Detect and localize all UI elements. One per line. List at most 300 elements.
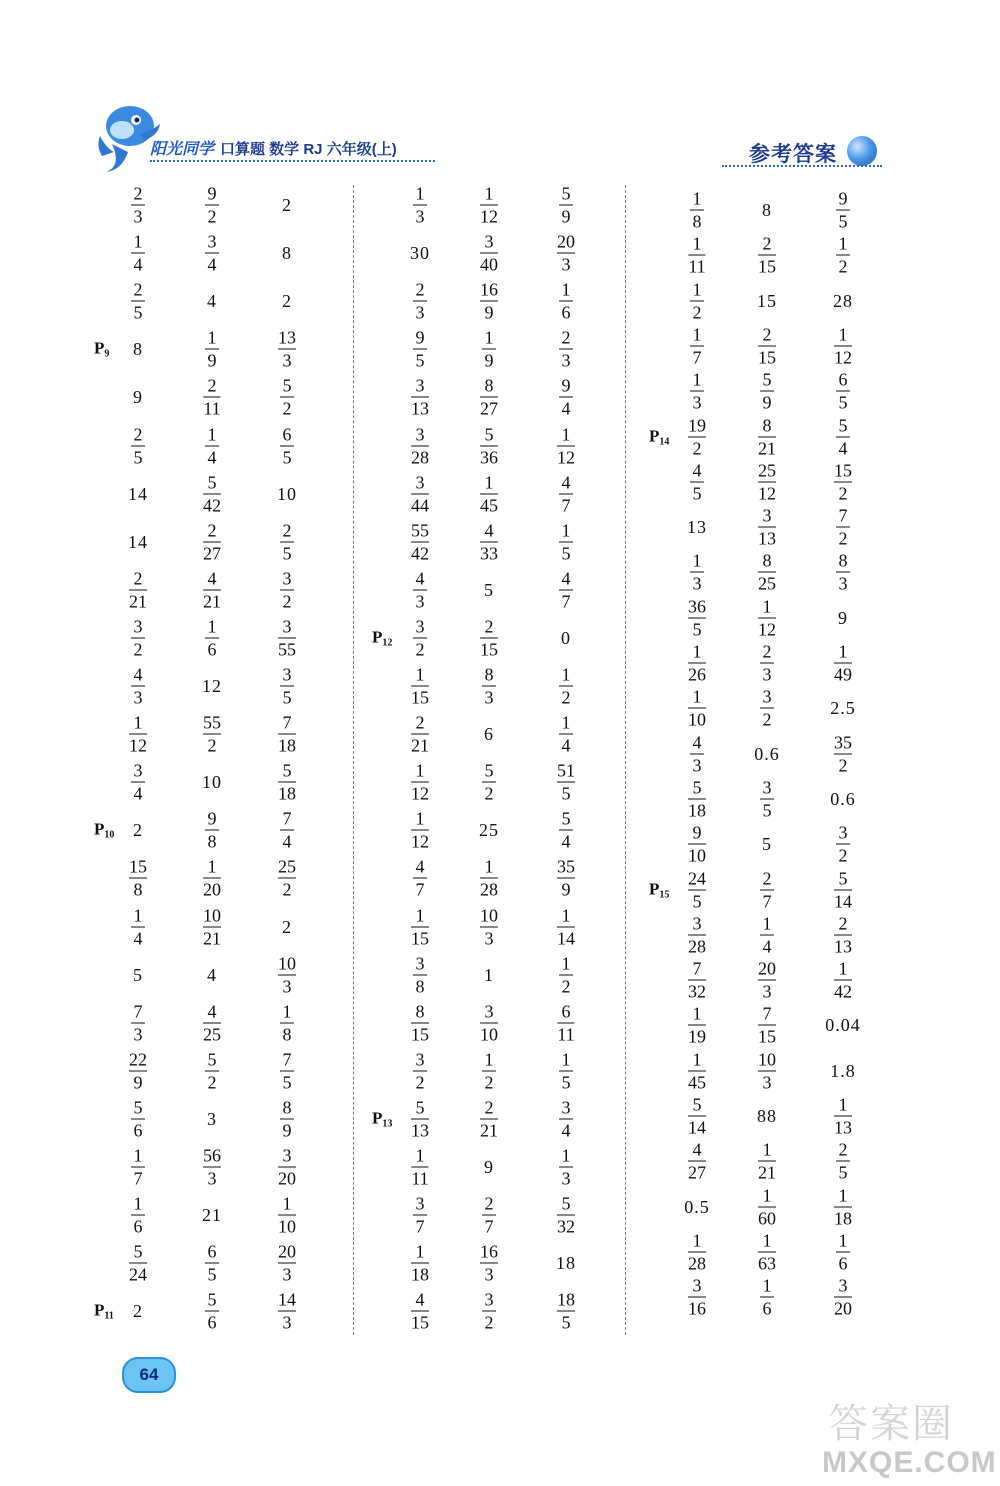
numerator: 1 bbox=[838, 1230, 848, 1251]
fraction-answer bbox=[413, 280, 427, 323]
fraction-answer bbox=[278, 953, 296, 996]
numerator: 3 bbox=[838, 1275, 848, 1296]
fraction bbox=[280, 520, 294, 563]
fraction-answer bbox=[280, 1097, 294, 1140]
fraction bbox=[688, 868, 706, 911]
fraction bbox=[131, 1097, 145, 1140]
denominator: 14 bbox=[834, 891, 852, 911]
fraction bbox=[203, 1001, 221, 1044]
numerator: 55 bbox=[203, 712, 221, 733]
page-label bbox=[372, 1108, 392, 1129]
number: 6 bbox=[484, 724, 494, 745]
numerator: 1 bbox=[692, 686, 702, 707]
numerator: 3 bbox=[762, 777, 772, 798]
fraction-answer bbox=[482, 1194, 496, 1237]
fraction-bar bbox=[557, 1311, 575, 1312]
number-answer bbox=[410, 244, 430, 262]
fraction-answer bbox=[411, 1290, 429, 1333]
numerator: 3 bbox=[692, 1275, 702, 1296]
fraction-bar bbox=[834, 1297, 852, 1298]
denominator: 4 bbox=[838, 438, 848, 458]
number-answer bbox=[128, 533, 148, 551]
watermark-logo bbox=[820, 1392, 995, 1482]
denominator: 2 bbox=[838, 845, 848, 866]
fraction bbox=[131, 761, 145, 804]
fraction-answer bbox=[834, 1276, 852, 1319]
numerator: 1 bbox=[838, 641, 848, 662]
fraction-bar bbox=[834, 934, 852, 935]
fraction bbox=[758, 1230, 776, 1273]
numerator: 1 bbox=[762, 913, 772, 934]
numerator: 35 bbox=[557, 856, 575, 877]
fraction-answer bbox=[205, 1290, 219, 1333]
denominator: 3 bbox=[282, 976, 292, 997]
number: 8 bbox=[762, 200, 772, 220]
fraction-answer bbox=[688, 959, 706, 1002]
number-answer bbox=[133, 966, 143, 984]
fraction-answer bbox=[688, 596, 706, 639]
fraction bbox=[836, 823, 850, 866]
fraction bbox=[834, 732, 852, 775]
fraction-bar bbox=[836, 844, 850, 845]
fraction-answer bbox=[688, 1095, 706, 1138]
fraction-bar bbox=[559, 205, 573, 206]
fraction-bar bbox=[836, 1161, 850, 1162]
fraction-bar bbox=[205, 637, 219, 638]
book-title bbox=[150, 136, 397, 159]
fraction-bar bbox=[480, 637, 498, 638]
fraction-answer bbox=[205, 1049, 219, 1092]
denominator: 15 bbox=[411, 687, 429, 708]
fraction bbox=[834, 959, 852, 1002]
denominator: 3 bbox=[692, 755, 702, 776]
numerator: 4 bbox=[207, 568, 217, 589]
fraction bbox=[278, 713, 296, 756]
denominator: 2 bbox=[415, 639, 425, 660]
fraction-answer bbox=[411, 520, 429, 563]
fraction-answer bbox=[758, 324, 776, 367]
fraction bbox=[205, 232, 219, 275]
denominator: 3 bbox=[282, 1312, 292, 1333]
fraction bbox=[278, 1242, 296, 1285]
numerator: 2 bbox=[133, 568, 143, 589]
fraction bbox=[129, 568, 147, 611]
fraction-bar bbox=[834, 889, 852, 890]
number-answer bbox=[282, 244, 292, 262]
fraction bbox=[131, 232, 145, 275]
fraction-bar bbox=[203, 734, 221, 735]
denominator: 8 bbox=[282, 1024, 292, 1045]
fraction bbox=[205, 1290, 219, 1333]
numerator: 14 bbox=[278, 1289, 296, 1310]
fraction bbox=[690, 551, 704, 594]
fraction bbox=[413, 184, 427, 227]
number: 15 bbox=[757, 290, 777, 311]
numerator: 1 bbox=[133, 231, 143, 252]
denominator: 40 bbox=[480, 254, 498, 275]
fraction-bar bbox=[129, 878, 147, 879]
number-answer bbox=[762, 835, 772, 853]
numerator: 1 bbox=[415, 664, 425, 685]
fraction-answer bbox=[758, 959, 776, 1002]
denominator: 2 bbox=[484, 783, 494, 804]
fraction bbox=[690, 732, 704, 775]
fraction bbox=[758, 506, 776, 549]
fraction-answer bbox=[836, 415, 850, 458]
denominator: 13 bbox=[834, 1117, 852, 1138]
numerator: 1 bbox=[692, 369, 702, 390]
fraction-bar bbox=[559, 301, 573, 302]
denominator: 45 bbox=[688, 1072, 706, 1093]
fraction-answer bbox=[690, 460, 704, 503]
fraction-bar bbox=[411, 1022, 429, 1023]
numerator: 1 bbox=[762, 596, 772, 617]
fraction bbox=[834, 460, 852, 503]
page-label-number: 13 bbox=[382, 1118, 393, 1130]
numerator: 1 bbox=[561, 424, 571, 444]
fraction bbox=[758, 1185, 776, 1228]
fraction-bar bbox=[559, 974, 573, 975]
fraction-bar bbox=[278, 1167, 296, 1168]
fraction bbox=[758, 415, 776, 458]
fraction-answer bbox=[278, 328, 296, 371]
numerator: 4 bbox=[692, 732, 702, 753]
fraction-bar bbox=[203, 397, 220, 398]
fraction-bar bbox=[131, 253, 145, 254]
fraction-bar bbox=[411, 1167, 428, 1168]
denominator: 18 bbox=[278, 783, 296, 804]
number: 4 bbox=[207, 291, 217, 312]
fraction bbox=[559, 280, 573, 323]
numerator: 5 bbox=[838, 415, 848, 435]
fraction-bar bbox=[278, 1311, 296, 1312]
fraction bbox=[205, 809, 219, 852]
fraction-bar bbox=[278, 1215, 296, 1216]
fraction-bar bbox=[557, 782, 575, 783]
number-answer bbox=[833, 292, 853, 310]
fraction-bar bbox=[760, 1297, 774, 1298]
fraction-bar bbox=[205, 205, 219, 206]
fraction bbox=[280, 1001, 294, 1044]
denominator: 2 bbox=[692, 302, 702, 323]
numerator: 1 bbox=[133, 712, 143, 733]
denominator: 3 bbox=[762, 1072, 772, 1093]
numerator: 7 bbox=[282, 808, 292, 829]
numerator: 1 bbox=[762, 1185, 772, 1206]
fraction bbox=[688, 642, 706, 685]
fraction-bar bbox=[688, 1161, 706, 1162]
fraction-answer bbox=[131, 1001, 145, 1044]
fraction-answer bbox=[758, 1140, 776, 1183]
denominator: 15 bbox=[411, 928, 429, 948]
fraction-bar bbox=[688, 844, 706, 845]
denominator: 3 bbox=[484, 687, 494, 708]
denominator: 25 bbox=[203, 1024, 221, 1045]
fraction-bar bbox=[278, 878, 296, 879]
fraction-answer bbox=[559, 809, 573, 852]
denominator: 6 bbox=[838, 1253, 848, 1274]
fraction bbox=[688, 415, 706, 458]
number-answer bbox=[484, 725, 494, 743]
denominator: 28 bbox=[411, 447, 429, 467]
number: 0.5 bbox=[684, 1196, 710, 1217]
fraction-bar bbox=[688, 1297, 706, 1298]
numerator: 8 bbox=[762, 415, 772, 435]
fraction bbox=[131, 1001, 145, 1044]
numerator: 7 bbox=[282, 712, 292, 733]
denominator: 20 bbox=[203, 879, 221, 900]
fraction bbox=[690, 324, 704, 367]
fraction bbox=[758, 234, 776, 277]
number-answer bbox=[762, 201, 772, 219]
numerator: 1 bbox=[415, 760, 425, 781]
denominator: 9 bbox=[484, 350, 494, 371]
fraction bbox=[413, 1049, 427, 1092]
denominator: 4 bbox=[207, 447, 217, 467]
fraction-answer bbox=[688, 913, 706, 956]
fraction-bar bbox=[760, 663, 774, 664]
fraction bbox=[557, 232, 575, 275]
fraction-bar bbox=[131, 1118, 145, 1119]
page-number: 64 bbox=[122, 1357, 176, 1393]
fraction-answer bbox=[559, 1049, 573, 1092]
numerator: 9 bbox=[838, 188, 848, 209]
fraction-bar bbox=[131, 637, 145, 638]
numerator: 1 bbox=[561, 953, 571, 974]
watermark-text: 答案圈 bbox=[828, 1401, 954, 1447]
fraction bbox=[411, 376, 429, 419]
numerator: 5 bbox=[762, 369, 772, 390]
denominator: 9 bbox=[561, 206, 571, 227]
number: 4 bbox=[207, 964, 217, 985]
fraction-answer bbox=[688, 415, 706, 458]
fraction-answer bbox=[203, 713, 221, 756]
denominator: 8 bbox=[692, 211, 702, 232]
denominator: 11 bbox=[688, 256, 706, 277]
number-answer bbox=[830, 1062, 856, 1080]
fraction-answer bbox=[557, 232, 575, 275]
fraction bbox=[482, 1290, 496, 1333]
fraction bbox=[129, 1049, 147, 1092]
fraction-bar bbox=[205, 830, 219, 831]
fraction-bar bbox=[559, 493, 573, 494]
numerator: 1 bbox=[838, 958, 848, 979]
fraction-answer bbox=[205, 616, 219, 659]
fraction-answer bbox=[760, 913, 774, 956]
denominator: 7 bbox=[762, 891, 772, 911]
fraction-bar bbox=[690, 345, 704, 346]
number: 0 bbox=[561, 627, 571, 648]
numerator: 1 bbox=[692, 233, 702, 254]
fraction-bar bbox=[203, 493, 221, 494]
fraction bbox=[834, 1185, 852, 1228]
fraction bbox=[758, 324, 776, 367]
numerator: 2 bbox=[207, 520, 217, 541]
fraction-answer bbox=[129, 857, 147, 900]
fraction bbox=[836, 1140, 850, 1183]
numerator: 16 bbox=[480, 1241, 498, 1262]
fraction-bar bbox=[760, 708, 774, 709]
fraction-answer bbox=[836, 1230, 850, 1273]
number: 8 bbox=[133, 339, 143, 360]
fraction-bar bbox=[131, 205, 145, 206]
fraction-bar bbox=[690, 210, 704, 211]
fraction-answer bbox=[131, 616, 145, 659]
numerator: 1 bbox=[282, 1001, 292, 1022]
numerator: 1 bbox=[561, 1049, 571, 1070]
denominator: 15 bbox=[411, 1024, 429, 1045]
fraction bbox=[480, 1001, 498, 1044]
numerator: 1 bbox=[692, 641, 702, 662]
fraction-bar bbox=[278, 734, 296, 735]
number-answer bbox=[561, 629, 571, 647]
fraction bbox=[559, 184, 573, 227]
fraction-bar bbox=[480, 926, 498, 927]
denominator: 33 bbox=[480, 543, 498, 564]
fraction bbox=[411, 713, 429, 756]
denominator: 15 bbox=[758, 1026, 776, 1047]
fraction-bar bbox=[205, 349, 219, 350]
denominator: 3 bbox=[484, 928, 494, 948]
fraction bbox=[559, 472, 573, 515]
fraction-answer bbox=[758, 1049, 776, 1092]
fraction-answer bbox=[203, 568, 221, 611]
fraction-bar bbox=[688, 1116, 706, 1117]
numerator: 9 bbox=[415, 327, 425, 348]
fraction-bar bbox=[482, 1070, 496, 1071]
denominator: 10 bbox=[278, 1216, 296, 1237]
fraction bbox=[482, 1049, 496, 1092]
numerator: 10 bbox=[480, 905, 498, 925]
fraction bbox=[836, 189, 850, 232]
fraction-answer bbox=[834, 868, 852, 911]
denominator: 14 bbox=[688, 1117, 706, 1138]
numerator: 20 bbox=[758, 958, 776, 979]
fraction bbox=[834, 913, 852, 956]
fraction-answer bbox=[131, 1194, 145, 1237]
fraction bbox=[203, 568, 221, 611]
numerator: 1 bbox=[838, 324, 848, 345]
fraction-bar bbox=[758, 1161, 776, 1162]
fraction-bar bbox=[203, 926, 221, 927]
fraction-bar bbox=[131, 1167, 145, 1168]
number-answer bbox=[202, 773, 222, 791]
fraction-bar bbox=[278, 782, 296, 783]
numerator: 1 bbox=[692, 550, 702, 571]
fraction-answer bbox=[411, 424, 429, 467]
denominator: 10 bbox=[688, 709, 706, 730]
numerator: 1 bbox=[561, 664, 571, 685]
fraction-answer bbox=[413, 1049, 427, 1092]
fraction-answer bbox=[559, 520, 573, 563]
denominator: 27 bbox=[203, 543, 221, 564]
fraction-answer bbox=[413, 857, 427, 900]
watermark-url: MXQE.COM bbox=[822, 1446, 997, 1479]
page-label bbox=[94, 339, 109, 360]
fraction-bar bbox=[557, 1215, 575, 1216]
fraction bbox=[836, 415, 850, 458]
numerator: 15 bbox=[129, 856, 147, 877]
denominator: 4 bbox=[561, 735, 571, 756]
numerator: 3 bbox=[415, 1193, 425, 1214]
numerator: 5 bbox=[282, 760, 292, 781]
denominator: 3 bbox=[133, 687, 143, 708]
denominator: 15 bbox=[758, 256, 776, 277]
fraction bbox=[557, 424, 575, 467]
fraction-bar bbox=[758, 1025, 776, 1026]
denominator: 32 bbox=[557, 1216, 575, 1237]
page-label bbox=[649, 426, 669, 447]
fraction-bar bbox=[411, 445, 429, 446]
number: 1 bbox=[484, 964, 494, 985]
numerator: 3 bbox=[207, 231, 217, 252]
number: 10 bbox=[202, 772, 222, 793]
number-answer bbox=[484, 581, 494, 599]
numerator: 1 bbox=[484, 472, 494, 493]
number: 5 bbox=[762, 834, 772, 855]
fraction-bar bbox=[834, 481, 852, 482]
fraction bbox=[280, 809, 294, 852]
fraction-bar bbox=[480, 397, 498, 398]
denominator: 3 bbox=[415, 206, 425, 227]
number: 2 bbox=[282, 195, 292, 215]
fraction-answer bbox=[278, 761, 296, 804]
denominator: 12 bbox=[411, 831, 429, 852]
fraction-bar bbox=[688, 1070, 706, 1071]
numerator: 2 bbox=[415, 712, 425, 733]
denominator: 12 bbox=[758, 619, 776, 640]
denominator: 9 bbox=[282, 1120, 292, 1141]
fraction-answer bbox=[557, 1194, 575, 1237]
denominator: 9 bbox=[561, 879, 571, 900]
denominator: 6 bbox=[561, 302, 571, 323]
denominator: 5 bbox=[282, 543, 292, 564]
denominator: 5 bbox=[133, 302, 143, 323]
fraction-answer bbox=[834, 1185, 852, 1228]
fraction-answer bbox=[278, 857, 296, 900]
fraction-bar bbox=[557, 253, 575, 254]
fraction-bar bbox=[559, 1167, 573, 1168]
fraction-answer bbox=[836, 234, 850, 277]
numerator: 2 bbox=[282, 520, 292, 541]
page-label bbox=[94, 820, 114, 841]
fraction-answer bbox=[203, 472, 221, 515]
denominator: 12 bbox=[758, 483, 776, 504]
fraction-answer bbox=[413, 184, 427, 227]
fraction-answer bbox=[758, 1230, 776, 1273]
denominator: 45 bbox=[480, 495, 498, 516]
fraction bbox=[480, 376, 498, 419]
fraction bbox=[205, 1242, 219, 1285]
fraction-bar bbox=[203, 541, 221, 542]
fraction-bar bbox=[760, 889, 774, 890]
fraction-answer bbox=[559, 184, 573, 227]
numerator: 2 bbox=[133, 183, 143, 204]
fraction bbox=[203, 376, 220, 419]
fraction-bar bbox=[413, 205, 427, 206]
fraction bbox=[280, 1049, 294, 1092]
fraction-answer bbox=[413, 328, 427, 371]
fraction-bar bbox=[131, 445, 145, 446]
denominator: 63 bbox=[758, 1253, 776, 1274]
fraction-bar bbox=[688, 708, 706, 709]
fraction-bar bbox=[758, 980, 776, 981]
denominator: 24 bbox=[129, 1264, 147, 1285]
fraction-bar bbox=[278, 637, 296, 638]
fraction-bar bbox=[758, 481, 776, 482]
fraction bbox=[758, 1140, 776, 1183]
column-divider bbox=[353, 185, 354, 1335]
